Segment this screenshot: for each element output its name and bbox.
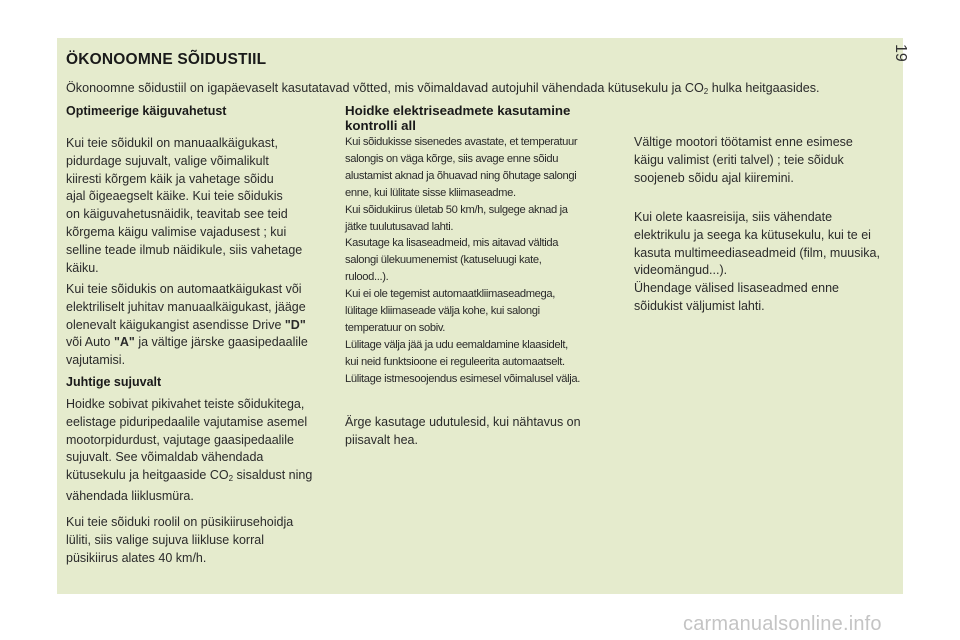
intro-text: Ökonoomne sõidustiil on igapäevaselt kasutatavad võtted, mis võimaldavad autojuhil vähendada kütusekulu ja CO xyxy=(66,81,704,95)
gear-shift-manual-paragraph xyxy=(66,135,328,277)
page-number: 19 xyxy=(892,44,909,62)
text-line: kui neid funktsioone ei reguleerita automaatselt. xyxy=(345,355,565,368)
text-line: ajal õigeaegselt käike. Kui teie sõidukis xyxy=(66,189,283,204)
watermark: carmanualsonline.info xyxy=(683,613,882,635)
text-line: kiiresti kõrgem käik ja vahetage sõidu xyxy=(66,171,274,186)
text-line: Lülitage välja jää ja udu eemaldamine klaasidelt, xyxy=(345,338,568,351)
text-line: enne, kui lülitate sisse kliimaseadme. xyxy=(345,186,516,199)
text-span: või Auto xyxy=(66,335,114,350)
engine-idling-paragraph xyxy=(634,134,896,187)
heading-line: kontrolli all xyxy=(345,118,416,133)
text-line: Kui sõidukisse sisenedes avastate, et temperatuur xyxy=(345,136,578,148)
text-line xyxy=(66,467,328,488)
heading-electrical-devices xyxy=(345,103,607,133)
text-line: Kasutage ka lisaseadmeid, mis aitavad vältida xyxy=(345,237,559,250)
text-line: lülitage kliimaseade välja kohe, kui salongi xyxy=(345,305,540,318)
auto-mode-label: "A" xyxy=(113,335,135,350)
text-line: elektrikulu ja seega ka kütusekulu, kui te ei xyxy=(634,227,871,242)
text-line xyxy=(66,317,328,335)
text-line: eelistage piduripedaalile vajutamise asemel xyxy=(66,414,308,429)
text-line: käigu valimist (eriti talvel) ; teie sõiduk xyxy=(634,152,844,167)
text-line: soojeneb sõidu ajal kiiremini. xyxy=(634,170,794,185)
text-line: lüliti, siis valige sujuva liikluse korral xyxy=(66,532,264,547)
text-line: salongi ülekuumenemist (katuseluugi kate, xyxy=(345,254,542,267)
text-line: käiku. xyxy=(66,260,99,275)
heading-gear-shift: Optimeerige käiguvahetust xyxy=(66,104,227,118)
text-line: Kui teie sõidukis on automaatkäigukast või xyxy=(66,282,302,296)
gear-shift-automatic-paragraph xyxy=(66,281,328,370)
text-line: elektriliselt juhitav manuaalkäigukast, jääge xyxy=(66,299,306,314)
text-line: Kui sõidukiirus ületab 50 km/h, sulgege aknad ja xyxy=(345,203,568,216)
text-span: olenevalt käigukangist asendisse Drive xyxy=(66,317,285,332)
text-line: sujuvalt. See võimaldab vähendada xyxy=(66,450,264,465)
text-line: jätke tuulutusavad lahti. xyxy=(345,220,454,233)
smooth-driving-paragraph xyxy=(66,396,328,506)
text-line: piisavalt hea. xyxy=(345,432,418,447)
text-line: temperatuur on sobiv. xyxy=(345,321,446,334)
text-line: kõrgema käigu valimise vajadusest ; kui xyxy=(66,224,287,239)
text-line: Kui olete kaasreisija, siis vähendate xyxy=(634,210,833,224)
text-line: vähendada liiklusmüra. xyxy=(66,488,194,503)
text-line: videomängud...). xyxy=(634,263,728,278)
heading-smooth-driving: Juhtige sujuvalt xyxy=(66,375,162,389)
text-line: kasuta multimeediaseadmeid (film, muusika, xyxy=(634,245,880,260)
electrical-devices-list xyxy=(345,134,607,388)
heading-line: Hoidke elektriseadmete kasutamine xyxy=(345,103,571,118)
intro-paragraph xyxy=(66,80,896,100)
text-line: Kui teie sõiduki roolil on püsikiirusehoidja xyxy=(66,515,294,529)
text-line: rulood...). xyxy=(345,271,389,284)
intro-subscript: 2 xyxy=(703,87,709,96)
text-line: Ärge kasutage udutulesid, kui nähtavus on xyxy=(345,415,581,429)
text-line: pidurdage sujuvalt, valige võimalikult xyxy=(66,153,269,168)
text-line: Vältige mootori töötamist enne esimese xyxy=(634,135,853,149)
drive-mode-label: "D" xyxy=(284,317,306,332)
text-line: Ühendage välised lisaseadmed enne xyxy=(634,281,840,296)
fog-lights-paragraph xyxy=(345,414,607,450)
text-line: salongis on väga kõrge, siis avage enne sõidu xyxy=(345,152,559,165)
text-line: vajutamisi. xyxy=(66,353,126,368)
text-line xyxy=(66,334,328,352)
text-line: Lülitage istmesoojendus esimesel võimalusel välja. xyxy=(345,372,580,385)
subscript: 2 xyxy=(228,474,234,484)
passenger-paragraph xyxy=(634,209,896,316)
text-span: kütusekulu ja heitgaaside CO xyxy=(66,468,229,483)
text-line: Kui teie sõidukil on manuaalkäigukast, xyxy=(66,136,278,150)
page-title: ÖKONOOMNE SÕIDUSTIIL xyxy=(66,51,267,68)
text-line: selline teade ilmub näidikule, siis vahetage xyxy=(66,242,303,257)
text-span: ja vältige järske gaasipedaalile xyxy=(134,335,308,350)
cruise-control-paragraph xyxy=(66,514,328,567)
text-line: Kui ei ole tegemist automaatkliimaseadmega, xyxy=(345,288,556,301)
intro-text-end: hulka heitgaasides. xyxy=(708,81,820,95)
text-line: püsikiirus alates 40 km/h. xyxy=(66,550,207,565)
text-line: alustamist aknad ja õhuavad ning õhutage salongi xyxy=(345,169,577,182)
text-span: sisaldust ning xyxy=(233,468,313,483)
text-line: on käiguvahetusnäidik, teavitab see teid xyxy=(66,207,288,222)
text-line: mootorpidurdust, vajutage gaasipedaalile xyxy=(66,432,294,447)
text-line: Hoidke sobivat pikivahet teiste sõidukitega, xyxy=(66,397,305,411)
text-line: sõidukist väljumist lahti. xyxy=(634,298,765,313)
